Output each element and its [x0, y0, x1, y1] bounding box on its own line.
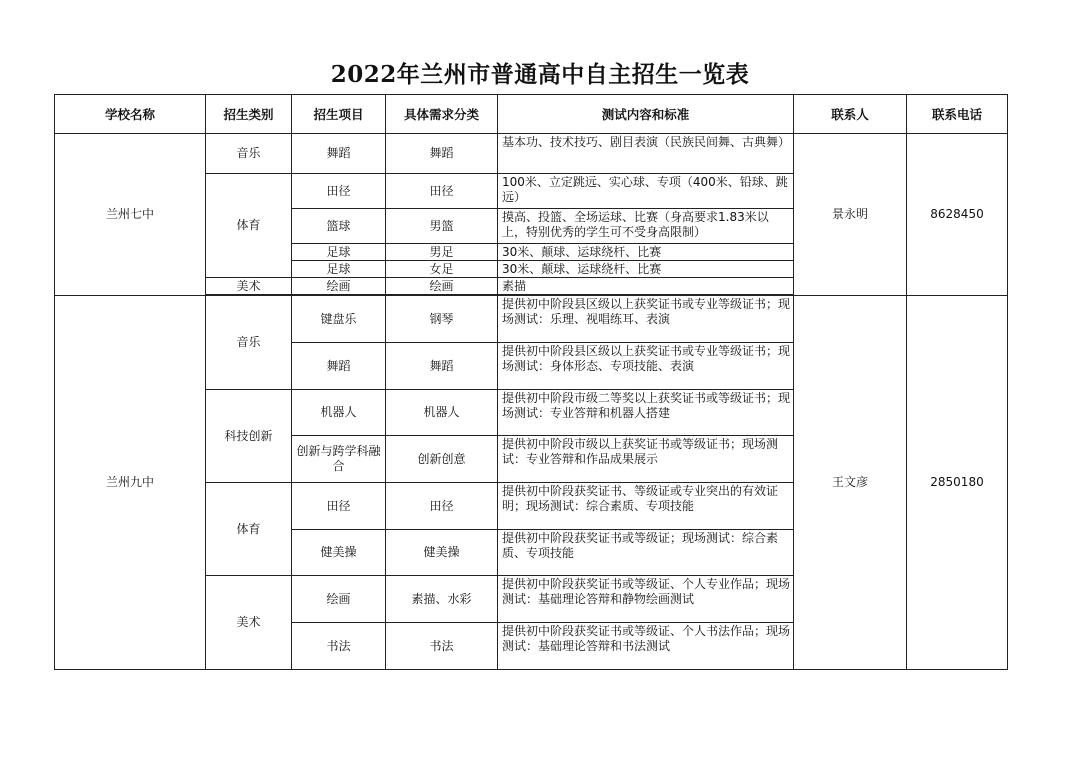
project-cell: 绘画	[292, 576, 386, 623]
sub-category-cell: 田径	[386, 483, 498, 530]
header-project: 招生项目	[292, 95, 386, 134]
admissions-table	[54, 94, 1008, 670]
standard-cell: 100米、立定跳远、实心球、专项（400米、铅球、跳远）	[498, 174, 794, 209]
project-cell: 舞蹈	[292, 343, 386, 390]
standard-cell: 素描	[498, 278, 794, 295]
category-cell: 科技创新	[206, 390, 292, 483]
standard-cell: 提供初中阶段获奖证书、等级证或专业突出的有效证明；现场测试：综合素质、专项技能	[498, 483, 794, 530]
phone-cell: 2850180	[907, 296, 1008, 670]
sub-category-cell: 女足	[386, 261, 498, 278]
table-row	[55, 296, 1008, 343]
sub-category-cell: 田径	[386, 174, 498, 209]
category-cell: 音乐	[206, 134, 292, 174]
sub-category-cell: 男足	[386, 244, 498, 261]
project-cell: 书法	[292, 623, 386, 670]
project-cell: 健美操	[292, 530, 386, 576]
header-phone: 联系电话	[907, 95, 1008, 134]
category-cell: 音乐	[206, 296, 292, 390]
category-cell: 美术	[206, 278, 292, 295]
standard-cell: 提供初中阶段获奖证书或等级证、个人专业作品；现场测试：基础理论答辩和静物绘画测试	[498, 576, 794, 623]
category-cell: 体育	[206, 483, 292, 576]
table-row	[55, 134, 1008, 174]
sub-category-cell: 书法	[386, 623, 498, 670]
category-cell: 体育	[206, 174, 292, 278]
project-cell: 机器人	[292, 390, 386, 436]
standard-cell: 提供初中阶段获奖证书或等级证；现场测试：综合素质、专项技能	[498, 530, 794, 576]
category-cell: 美术	[206, 576, 292, 670]
header-school-name: 学校名称	[55, 95, 206, 134]
standard-cell: 提供初中阶段获奖证书或等级证、个人书法作品；现场测试：基础理论答辩和书法测试	[498, 623, 794, 670]
phone-cell: 8628450	[907, 134, 1008, 296]
header-contact: 联系人	[794, 95, 907, 134]
standard-cell: 30米、颠球、运球绕杆、比赛	[498, 261, 794, 278]
contact-cell: 景永明	[794, 134, 907, 296]
project-cell: 绘画	[292, 278, 386, 295]
sub-category-cell: 舞蹈	[386, 343, 498, 390]
project-cell: 田径	[292, 483, 386, 530]
standard-cell: 提供初中阶段市级二等奖以上获奖证书或等级证书；现场测试：专业答辩和机器人搭建	[498, 390, 794, 436]
header-sub-category: 具体需求分类	[386, 95, 498, 134]
project-cell: 田径	[292, 174, 386, 209]
header-row	[55, 95, 1008, 134]
contact-cell: 王文彦	[794, 296, 907, 670]
standard-cell: 提供初中阶段市级以上获奖证书或等级证书；现场测试：专业答辩和作品成果展示	[498, 436, 794, 483]
standard-cell: 提供初中阶段县区级以上获奖证书或专业等级证书；现场测试：身体形态、专项技能、表演	[498, 343, 794, 390]
sub-category-cell: 舞蹈	[386, 134, 498, 174]
standard-cell: 30米、颠球、运球绕杆、比赛	[498, 244, 794, 261]
project-cell: 创新与跨学科融合	[292, 436, 386, 483]
sub-category-cell: 机器人	[386, 390, 498, 436]
page-title: 2022年兰州市普通高中自主招生一览表	[330, 61, 750, 88]
project-cell: 足球	[292, 261, 386, 278]
project-cell: 篮球	[292, 209, 386, 244]
sub-category-cell: 素描、水彩	[386, 576, 498, 623]
school-name-cell: 兰州九中	[55, 296, 206, 670]
project-cell: 足球	[292, 244, 386, 261]
sub-category-cell: 绘画	[386, 278, 498, 295]
sub-category-cell: 创新创意	[386, 436, 498, 483]
school-name-cell: 兰州七中	[55, 134, 206, 296]
standard-cell: 摸高、投篮、全场运球、比赛（身高要求1.83米以上，特别优秀的学生可不受身高限制）	[498, 209, 794, 244]
header-category: 招生类别	[206, 95, 292, 134]
header-test-standard: 测试内容和标准	[498, 95, 794, 134]
standard-cell: 提供初中阶段县区级以上获奖证书或专业等级证书；现场测试：乐理、视唱练耳、表演	[498, 296, 794, 343]
project-cell: 舞蹈	[292, 134, 386, 174]
sub-category-cell: 钢琴	[386, 296, 498, 343]
standard-cell: 基本功、技术技巧、剧目表演（民族民间舞、古典舞）	[498, 134, 794, 174]
sub-category-cell: 健美操	[386, 530, 498, 576]
project-cell: 键盘乐	[292, 296, 386, 343]
sub-category-cell: 男篮	[386, 209, 498, 244]
